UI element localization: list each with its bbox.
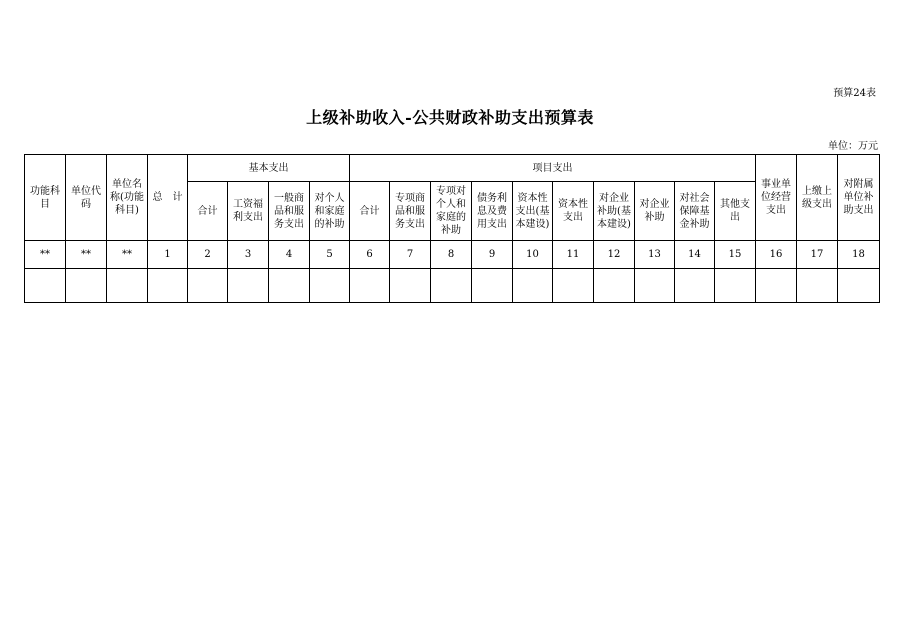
header-project-col: 资本性支出 bbox=[553, 182, 594, 241]
header-project-col: 对社会保障基金补助 bbox=[675, 182, 715, 241]
index-cell: 8 bbox=[431, 241, 472, 269]
header-project-col: 对企业补助(基本建设) bbox=[594, 182, 635, 241]
header-basic-expenditure: 基本支出 bbox=[188, 155, 350, 182]
index-cell: 2 bbox=[188, 241, 228, 269]
data-cell bbox=[310, 269, 350, 303]
header-unit-name: 单位名称(功能科目) bbox=[107, 155, 148, 241]
header-project-col: 合计 bbox=[350, 182, 390, 241]
header-remit-upper: 上缴上级支出 bbox=[797, 155, 838, 241]
header-func-subject: 功能科目 bbox=[25, 155, 66, 241]
header-business-operation: 事业单位经营支出 bbox=[756, 155, 797, 241]
index-cell: 18 bbox=[838, 241, 880, 269]
data-cell bbox=[715, 269, 756, 303]
data-cell bbox=[838, 269, 880, 303]
data-cell bbox=[188, 269, 228, 303]
header-basic-col: 一般商品和服务支出 bbox=[269, 182, 310, 241]
header-subsidy-affiliated: 对附属单位补助支出 bbox=[838, 155, 880, 241]
header-project-col: 其他支出 bbox=[715, 182, 756, 241]
data-cell bbox=[269, 269, 310, 303]
data-cell bbox=[66, 269, 107, 303]
data-cell bbox=[513, 269, 553, 303]
data-cell bbox=[756, 269, 797, 303]
data-cell bbox=[553, 269, 594, 303]
data-cell bbox=[350, 269, 390, 303]
header-unit-code: 单位代码 bbox=[66, 155, 107, 241]
data-cell bbox=[431, 269, 472, 303]
header-total: 总 计 bbox=[148, 155, 188, 241]
index-cell: ** bbox=[25, 241, 66, 269]
index-cell: 11 bbox=[553, 241, 594, 269]
index-cell: 9 bbox=[472, 241, 513, 269]
index-cell: 17 bbox=[797, 241, 838, 269]
header-basic-col: 工资福利支出 bbox=[228, 182, 269, 241]
index-cell: 1 bbox=[148, 241, 188, 269]
header-project-col: 资本性支出(基本建设) bbox=[513, 182, 553, 241]
index-cell: 3 bbox=[228, 241, 269, 269]
index-cell: 12 bbox=[594, 241, 635, 269]
index-cell: 5 bbox=[310, 241, 350, 269]
header-basic-col: 合计 bbox=[188, 182, 228, 241]
budget-table bbox=[24, 154, 880, 303]
header-project-col: 专项对个人和家庭的补助 bbox=[431, 182, 472, 241]
header-project-col: 专项商品和服务支出 bbox=[390, 182, 431, 241]
form-code: 预算24表 bbox=[833, 88, 876, 99]
index-cell: 14 bbox=[675, 241, 715, 269]
index-cell: ** bbox=[107, 241, 148, 269]
index-cell: 10 bbox=[513, 241, 553, 269]
header-project-expenditure: 项目支出 bbox=[350, 155, 756, 182]
data-cell bbox=[25, 269, 66, 303]
page-title: 上级补助收入-公共财政补助支出预算表 bbox=[306, 108, 594, 127]
index-cell: ** bbox=[66, 241, 107, 269]
data-cell bbox=[797, 269, 838, 303]
data-cell bbox=[594, 269, 635, 303]
data-cell bbox=[635, 269, 675, 303]
table-row bbox=[25, 269, 880, 303]
index-cell: 16 bbox=[756, 241, 797, 269]
unit-label: 单位：万元 bbox=[828, 141, 878, 152]
header-basic-col: 对个人和家庭的补助 bbox=[310, 182, 350, 241]
header-project-col: 债务利息及费用支出 bbox=[472, 182, 513, 241]
index-row bbox=[25, 241, 880, 269]
index-cell: 6 bbox=[350, 241, 390, 269]
data-cell bbox=[107, 269, 148, 303]
data-cell bbox=[675, 269, 715, 303]
header-project-col: 对企业补助 bbox=[635, 182, 675, 241]
data-cell bbox=[148, 269, 188, 303]
data-cell bbox=[228, 269, 269, 303]
header-row-1 bbox=[25, 155, 880, 182]
index-cell: 15 bbox=[715, 241, 756, 269]
index-cell: 7 bbox=[390, 241, 431, 269]
index-cell: 4 bbox=[269, 241, 310, 269]
data-cell bbox=[472, 269, 513, 303]
data-cell bbox=[390, 269, 431, 303]
index-cell: 13 bbox=[635, 241, 675, 269]
